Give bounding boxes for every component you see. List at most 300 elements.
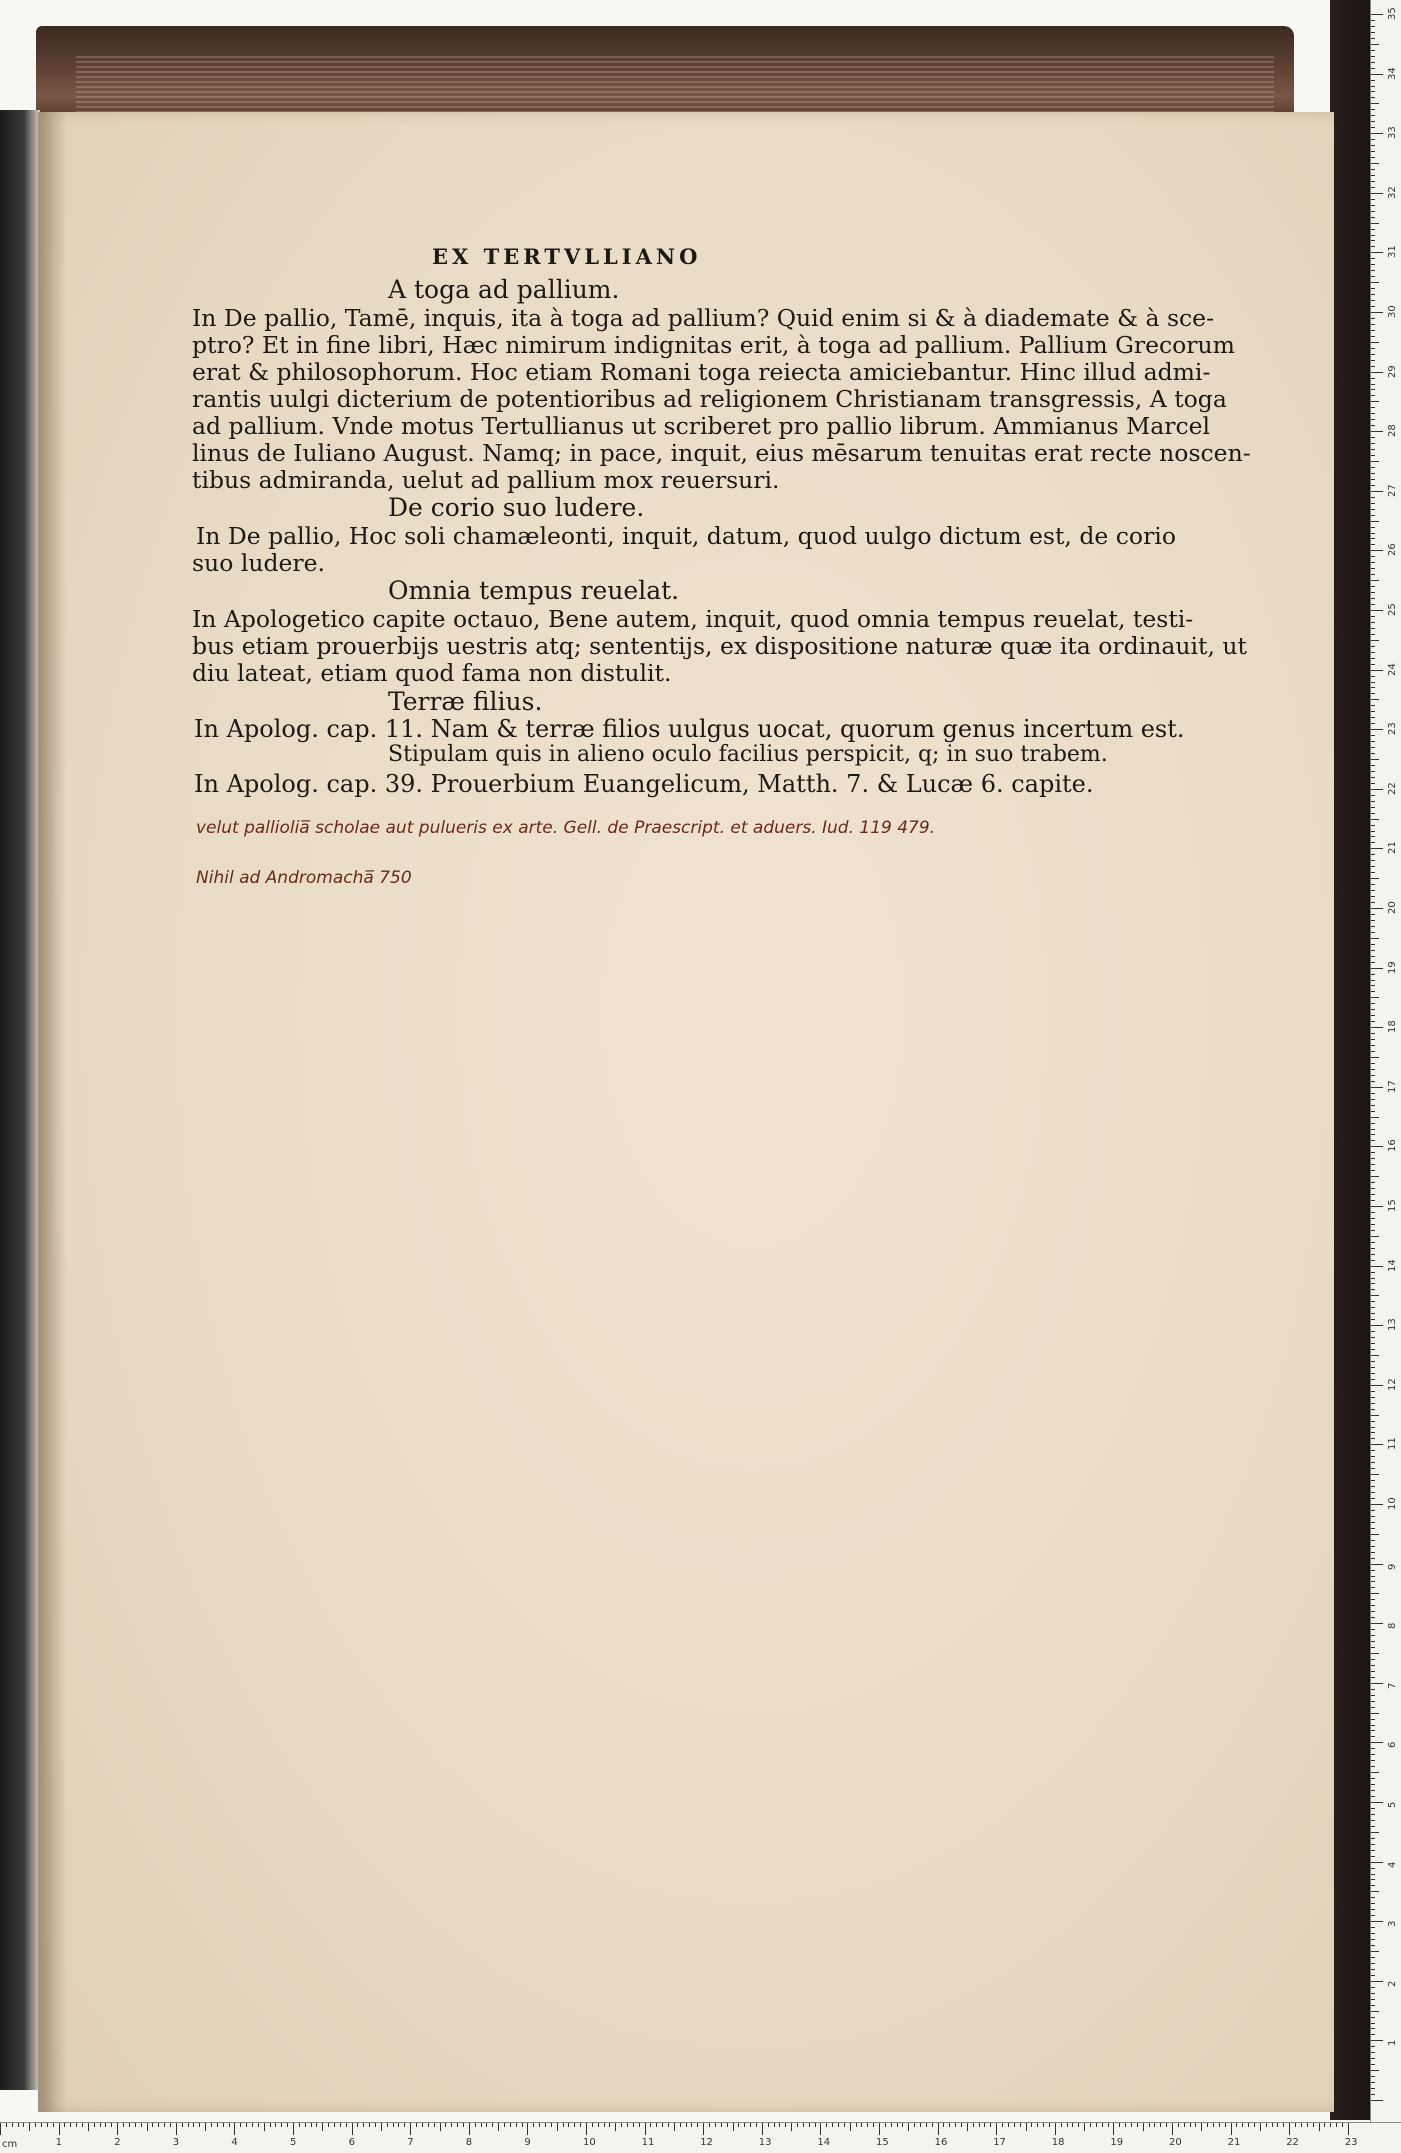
ruler-tick (70, 2123, 71, 2127)
ruler-tick (733, 2123, 734, 2131)
ruler-tick (1190, 2123, 1191, 2127)
ruler-tick (1371, 1087, 1383, 1088)
ruler-tick (1371, 1963, 1375, 1964)
text-line: In De pallio, Tamē, inquis, ita à toga ad pallium? Quid enim si & à diademate & à sce- (192, 304, 1215, 332)
ruler-tick (809, 2123, 810, 2127)
ruler-tick (451, 2123, 452, 2127)
book-top-edge (36, 26, 1294, 126)
ruler-tick (1371, 1468, 1375, 1469)
ruler-tick (1371, 831, 1375, 832)
ruler-tick (1371, 521, 1379, 522)
ruler-tick (1371, 461, 1379, 462)
ruler-tick (1371, 515, 1375, 516)
ruler-tick (1371, 26, 1375, 27)
ruler-tick (1371, 705, 1375, 706)
ruler-tick (1002, 2123, 1003, 2127)
ruler-tick (176, 2123, 177, 2135)
ruler-tick (1371, 38, 1375, 39)
ruler-tick (1371, 1349, 1375, 1350)
ruler-tick (1371, 1522, 1375, 1523)
ruler-tick (1371, 1313, 1375, 1314)
ruler-tick (1371, 80, 1375, 81)
ruler-tick (1371, 509, 1375, 510)
ruler-unit-label: cm (2, 2139, 18, 2150)
ruler-tick (1371, 759, 1379, 760)
ruler-tick (1371, 443, 1375, 444)
ruler-tick (1371, 1188, 1375, 1189)
ruler-tick (715, 2123, 716, 2127)
ruler-tick (164, 2123, 165, 2127)
ruler-number: 12 (700, 2137, 713, 2148)
text-line: ad pallium. Vnde motus Tertullianus ut scriberet pro pallio librum. Ammianus Marcel (192, 412, 1211, 440)
ruler-tick (1371, 2028, 1375, 2029)
ruler-tick (1371, 896, 1375, 897)
ruler-tick (1371, 1540, 1375, 1541)
ruler-tick (1371, 366, 1375, 367)
ruler-number: 31 (1387, 245, 1398, 259)
ruler-tick (1371, 1665, 1375, 1666)
ruler-tick (305, 2123, 306, 2127)
ruler-tick (1371, 807, 1375, 808)
ruler-tick (1371, 503, 1375, 504)
ruler-tick (1371, 1808, 1375, 1809)
ruler-tick (1371, 419, 1375, 420)
ruler-tick (1371, 1701, 1375, 1702)
ruler-tick (123, 2123, 124, 2127)
ruler-tick (1371, 240, 1375, 241)
ruler-tick (504, 2123, 505, 2127)
ruler-tick (1371, 62, 1375, 63)
ruler-tick (1371, 1713, 1379, 1714)
text-line: tibus admiranda, uelut ad pallium mox reuersuri. (192, 466, 780, 494)
ruler-tick (1371, 1444, 1383, 1445)
ruler-tick (1371, 2017, 1375, 2018)
ruler-tick (1371, 610, 1383, 611)
ruler-tick (580, 2123, 581, 2127)
ruler-tick (844, 2123, 845, 2127)
ruler-tick (1371, 1891, 1379, 1892)
ruler-tick (920, 2123, 921, 2127)
ruler-tick (797, 2123, 798, 2127)
ruler-tick (1371, 1975, 1375, 1976)
ruler-tick (1371, 1140, 1375, 1141)
ruler-tick (100, 2123, 101, 2127)
ruler-tick (1371, 139, 1375, 140)
ruler-tick (1371, 1993, 1375, 1994)
ruler-tick (1371, 1421, 1375, 1422)
ruler-tick (1371, 622, 1375, 623)
ruler-number: 26 (1387, 543, 1398, 557)
ruler-tick (1371, 1438, 1375, 1439)
ruler-tick (926, 2123, 927, 2127)
ruler-tick (1371, 866, 1375, 867)
ruler-tick (281, 2123, 282, 2127)
ruler-tick (1371, 1683, 1383, 1684)
ruler-tick (1371, 1254, 1375, 1255)
ruler-tick (287, 2123, 288, 2127)
ruler-tick (609, 2123, 610, 2127)
ruler-tick (803, 2123, 804, 2127)
ruler-tick (1371, 330, 1375, 331)
ruler-tick (1371, 348, 1375, 349)
ruler-tick (328, 2123, 329, 2127)
ruler-tick (563, 2123, 564, 2127)
ruler-tick (703, 2123, 704, 2135)
ruler-tick (604, 2123, 605, 2127)
ruler-tick (1371, 890, 1375, 891)
ruler-tick (64, 2123, 65, 2127)
ruler-tick (1371, 1337, 1375, 1338)
section-line: In Apolog. cap. 11. Nam & terræ filios uulgus uocat, quorum genus incertum est. (194, 715, 1185, 743)
ruler-number: 20 (1387, 901, 1398, 914)
ruler-tick (826, 2123, 827, 2127)
ruler-tick (1154, 2123, 1155, 2127)
ruler-tick (1371, 1301, 1375, 1302)
text-line: suo ludere. (192, 549, 326, 577)
ruler-tick (117, 2123, 118, 2135)
ruler-tick (1371, 1528, 1375, 1529)
ruler-tick (1371, 765, 1375, 766)
ruler-tick (240, 2123, 241, 2127)
ruler-tick (1371, 2023, 1375, 2024)
ruler-tick (428, 2123, 429, 2127)
ruler-tick (1078, 2123, 1079, 2127)
ruler-tick (815, 2123, 816, 2127)
ruler-tick (867, 2123, 868, 2127)
ruler-tick (1371, 723, 1375, 724)
ruler-tick (1201, 2123, 1202, 2131)
ruler-tick (1371, 1510, 1375, 1511)
ruler-tick (1371, 1605, 1375, 1606)
ruler-tick (885, 2123, 886, 2127)
ruler-tick (1371, 985, 1375, 986)
ruler-tick (12, 2123, 13, 2127)
ruler-tick (193, 2123, 194, 2127)
ruler-tick (1371, 336, 1375, 337)
ruler-tick (762, 2123, 763, 2135)
ruler-tick (1371, 1659, 1375, 1660)
ruler-tick (820, 2123, 821, 2135)
ruler-tick (1371, 1432, 1375, 1433)
ruler-tick (211, 2123, 212, 2127)
ruler-tick (668, 2123, 669, 2127)
ruler-tick (568, 2123, 569, 2127)
ruler-tick (1371, 133, 1383, 134)
ruler-tick (1371, 1766, 1375, 1767)
ruler-tick (1371, 938, 1379, 939)
ruler-tick (1371, 1921, 1383, 1922)
ruler-tick (1371, 1742, 1383, 1743)
ruler-tick (1371, 217, 1375, 218)
ruler-tick (1371, 1927, 1375, 1928)
ruler-tick (299, 2123, 300, 2127)
ruler-tick (1371, 229, 1375, 230)
ruler-number: 17 (1387, 1080, 1398, 1093)
ruler-number: 11 (1387, 1437, 1398, 1451)
ruler-tick (1072, 2123, 1073, 2127)
ruler-tick (592, 2123, 593, 2127)
ruler-tick (1371, 1939, 1375, 1940)
ruler-tick (1371, 1182, 1375, 1183)
ruler-tick (1371, 729, 1383, 730)
ruler-tick (984, 2123, 985, 2127)
ruler-tick (1371, 1599, 1375, 1600)
ruler-tick (1371, 32, 1375, 33)
ruler-tick (861, 2123, 862, 2127)
ruler-tick (1371, 1069, 1375, 1070)
ruler-tick (1371, 580, 1379, 581)
ruler-tick (1371, 1796, 1375, 1797)
ruler-tick (234, 2123, 235, 2135)
ruler-tick (1371, 1826, 1375, 1827)
ruler-tick (293, 2123, 294, 2135)
ruler-tick (1371, 902, 1375, 903)
ruler-tick (1149, 2123, 1150, 2127)
ruler-tick (59, 2123, 60, 2135)
ruler-tick (1371, 783, 1375, 784)
ruler-tick (1371, 431, 1383, 432)
ruler-tick (774, 2123, 775, 2127)
ruler-tick (1371, 1021, 1375, 1022)
ruler-tick (785, 2123, 786, 2127)
ruler-tick (1266, 2123, 1267, 2127)
ruler-tick (1371, 860, 1375, 861)
ruler-tick (914, 2123, 915, 2127)
ruler-tick (363, 2123, 364, 2127)
ruler-tick (1371, 1754, 1375, 1755)
text-line: ptro? Et in fine libri, Hæc nimirum indignitas erit, à toga ad pallium. Pallium Grecorum (192, 331, 1235, 359)
ruler-tick (0, 2123, 1, 2135)
ruler-tick (1301, 2123, 1302, 2127)
ruler-tick (1371, 1552, 1375, 1553)
ruler-number: 14 (1387, 1258, 1398, 1272)
ruler-tick (768, 2123, 769, 2127)
section-heading: Terræ filius. (388, 687, 543, 716)
ruler-tick (486, 2123, 487, 2127)
ruler-tick (475, 2123, 476, 2127)
ruler-tick (1371, 264, 1375, 265)
ruler-tick (1371, 634, 1375, 635)
ruler-tick (1371, 193, 1383, 194)
ruler-tick (6, 2123, 7, 2127)
ruler-tick (1371, 1319, 1375, 1320)
ruler-tick (1160, 2123, 1161, 2127)
section-paragraph (192, 304, 1251, 494)
ruler-tick (1371, 223, 1379, 224)
ruler-tick (1371, 1534, 1379, 1535)
ruler-tick (1254, 2123, 1255, 2127)
ruler-tick (1371, 246, 1375, 247)
ruler-tick (1371, 1379, 1375, 1380)
book-cover-edge (1330, 0, 1370, 2120)
ruler-number: 24 (1387, 662, 1398, 676)
ruler-number: 35 (1387, 7, 1398, 20)
ruler-tick (205, 2123, 206, 2131)
ruler-number: 25 (1387, 603, 1398, 616)
ruler-tick (1371, 395, 1375, 396)
ruler-tick (1371, 127, 1375, 128)
ruler-tick (680, 2123, 681, 2127)
ruler-tick (979, 2123, 980, 2127)
ruler-tick (1371, 533, 1375, 534)
ruler-tick (1371, 1748, 1375, 1749)
ruler-tick (1371, 538, 1375, 539)
ruler-tick (1371, 1874, 1375, 1875)
ruler-tick (188, 2123, 189, 2127)
ruler-number: 4 (1387, 1861, 1398, 1868)
ruler-tick (1371, 1146, 1383, 1147)
ruler-tick (1371, 1629, 1375, 1630)
ruler-number: 9 (524, 2137, 531, 2148)
ruler-tick (1371, 676, 1375, 677)
ruler-tick (1371, 1283, 1375, 1284)
ruler-tick (53, 2123, 54, 2127)
section-line: In Apolog. cap. 39. Prouerbium Euangelicum, Matth. 7. & Lucæ 6. capite. (194, 770, 1094, 798)
ruler-number: 33 (1387, 126, 1398, 140)
ruler-tick (1371, 1707, 1375, 1708)
ruler-tick (1043, 2123, 1044, 2127)
ruler-right (1370, 0, 1401, 2122)
ruler-tick (1371, 425, 1375, 426)
ruler-tick (481, 2123, 482, 2127)
ruler-tick (1371, 2034, 1375, 2035)
ruler-tick (1371, 795, 1375, 796)
ruler-tick (1371, 1814, 1375, 1815)
gutter-shadow (38, 112, 68, 2112)
ruler-tick (1371, 741, 1375, 742)
ruler-tick (1371, 384, 1375, 385)
ruler-tick (879, 2123, 880, 2135)
ruler-tick (1371, 562, 1375, 563)
ruler-number: 18 (1051, 2137, 1065, 2148)
ruler-tick (1371, 1760, 1375, 1761)
ruler-tick (897, 2123, 898, 2127)
ruler-tick (1371, 2052, 1375, 2053)
ruler-number: 30 (1387, 305, 1398, 318)
ruler-tick (1371, 646, 1375, 647)
ruler-tick (1219, 2123, 1220, 2127)
ruler-tick (1020, 2123, 1021, 2127)
ruler-number: 3 (172, 2137, 180, 2148)
ruler-tick (1371, 1039, 1375, 1040)
ruler-tick (1371, 1802, 1383, 1803)
ruler-tick (838, 2123, 839, 2127)
ruler-tick (1172, 2123, 1173, 2135)
ruler-tick (311, 2123, 312, 2127)
ruler-tick (1371, 693, 1375, 694)
ruler-tick (1371, 1230, 1375, 1231)
ruler-tick (1371, 68, 1375, 69)
ruler-tick (1371, 1784, 1375, 1785)
ruler-tick (1371, 962, 1375, 963)
ruler-tick (1371, 550, 1383, 551)
ruler-tick (1371, 1790, 1375, 1791)
ruler-tick (1371, 1957, 1375, 1958)
ruler-number: 13 (758, 2137, 772, 2148)
ruler-tick (1371, 1832, 1379, 1833)
ruler-tick (1371, 664, 1375, 665)
ruler-tick (135, 2123, 136, 2127)
ruler-tick (1371, 1576, 1375, 1577)
ruler-tick (47, 2123, 48, 2127)
ruler-tick (1371, 920, 1375, 921)
ruler-tick (1371, 407, 1375, 408)
ruler-tick (1371, 735, 1375, 736)
ruler-tick (1371, 1820, 1375, 1821)
ruler-tick (1371, 1689, 1375, 1690)
ruler-tick (1236, 2123, 1237, 2127)
ruler-tick (902, 2123, 903, 2127)
ruler-tick (1371, 14, 1383, 15)
ruler-tick (756, 2123, 757, 2127)
ruler-tick (1371, 1736, 1375, 1737)
ruler-tick (1371, 86, 1375, 87)
ruler-tick (1371, 1194, 1375, 1195)
ruler-tick (1371, 1123, 1375, 1124)
ruler-tick (1371, 1909, 1375, 1910)
ruler-tick (1371, 1879, 1375, 1880)
ruler-tick (1295, 2123, 1296, 2127)
ruler-tick (1143, 2123, 1144, 2131)
ruler-tick (1371, 914, 1375, 915)
ruler-tick (1125, 2123, 1126, 2127)
ruler-tick (1371, 175, 1375, 176)
ruler-tick (633, 2123, 634, 2127)
ruler-tick (1371, 485, 1375, 486)
ruler-tick (1371, 1164, 1375, 1165)
ruler-tick (1371, 151, 1375, 152)
ruler-tick (1371, 1695, 1375, 1696)
ruler-tick (1371, 1969, 1375, 1970)
ruler-tick (1371, 372, 1383, 373)
ruler-tick (1371, 527, 1375, 528)
ruler-tick (539, 2123, 540, 2127)
ruler-tick (1371, 2100, 1383, 2101)
ruler-tick (1371, 1278, 1375, 1279)
ruler-tick (1371, 2094, 1375, 2095)
ruler-tick (1371, 1903, 1375, 1904)
ruler-tick (1371, 687, 1375, 688)
ruler-tick (182, 2123, 183, 2127)
ruler-tick (1371, 2058, 1375, 2059)
ruler-tick (873, 2123, 874, 2127)
ruler-tick (1371, 389, 1375, 390)
ruler-tick (1371, 598, 1375, 599)
ruler-tick (1371, 1635, 1375, 1636)
section-heading: Stipulam quis in alieno oculo facilius perspicit, q; in suo trabem. (388, 742, 1108, 767)
ruler-tick (105, 2123, 106, 2127)
ruler-tick (346, 2123, 347, 2127)
ruler-tick (1371, 1564, 1383, 1565)
ruler-tick (422, 2123, 423, 2127)
ruler-tick (1371, 854, 1375, 855)
ruler-tick (1371, 932, 1375, 933)
ruler-tick (1371, 121, 1375, 122)
ruler-tick (791, 2123, 792, 2131)
ruler-tick (129, 2123, 130, 2127)
text-line: diu lateat, etiam quod fama non distulit. (192, 659, 672, 687)
ruler-tick (1371, 109, 1375, 110)
ruler-bottom (0, 2122, 1401, 2153)
ruler-tick (1371, 1868, 1375, 1869)
ruler-tick (1371, 1945, 1375, 1946)
ruler-tick (1371, 842, 1375, 843)
ruler-tick (1371, 378, 1375, 379)
ruler-tick (1178, 2123, 1179, 2127)
ruler-tick (1371, 467, 1375, 468)
ruler-tick (1371, 813, 1375, 814)
ruler-tick (1090, 2123, 1091, 2127)
